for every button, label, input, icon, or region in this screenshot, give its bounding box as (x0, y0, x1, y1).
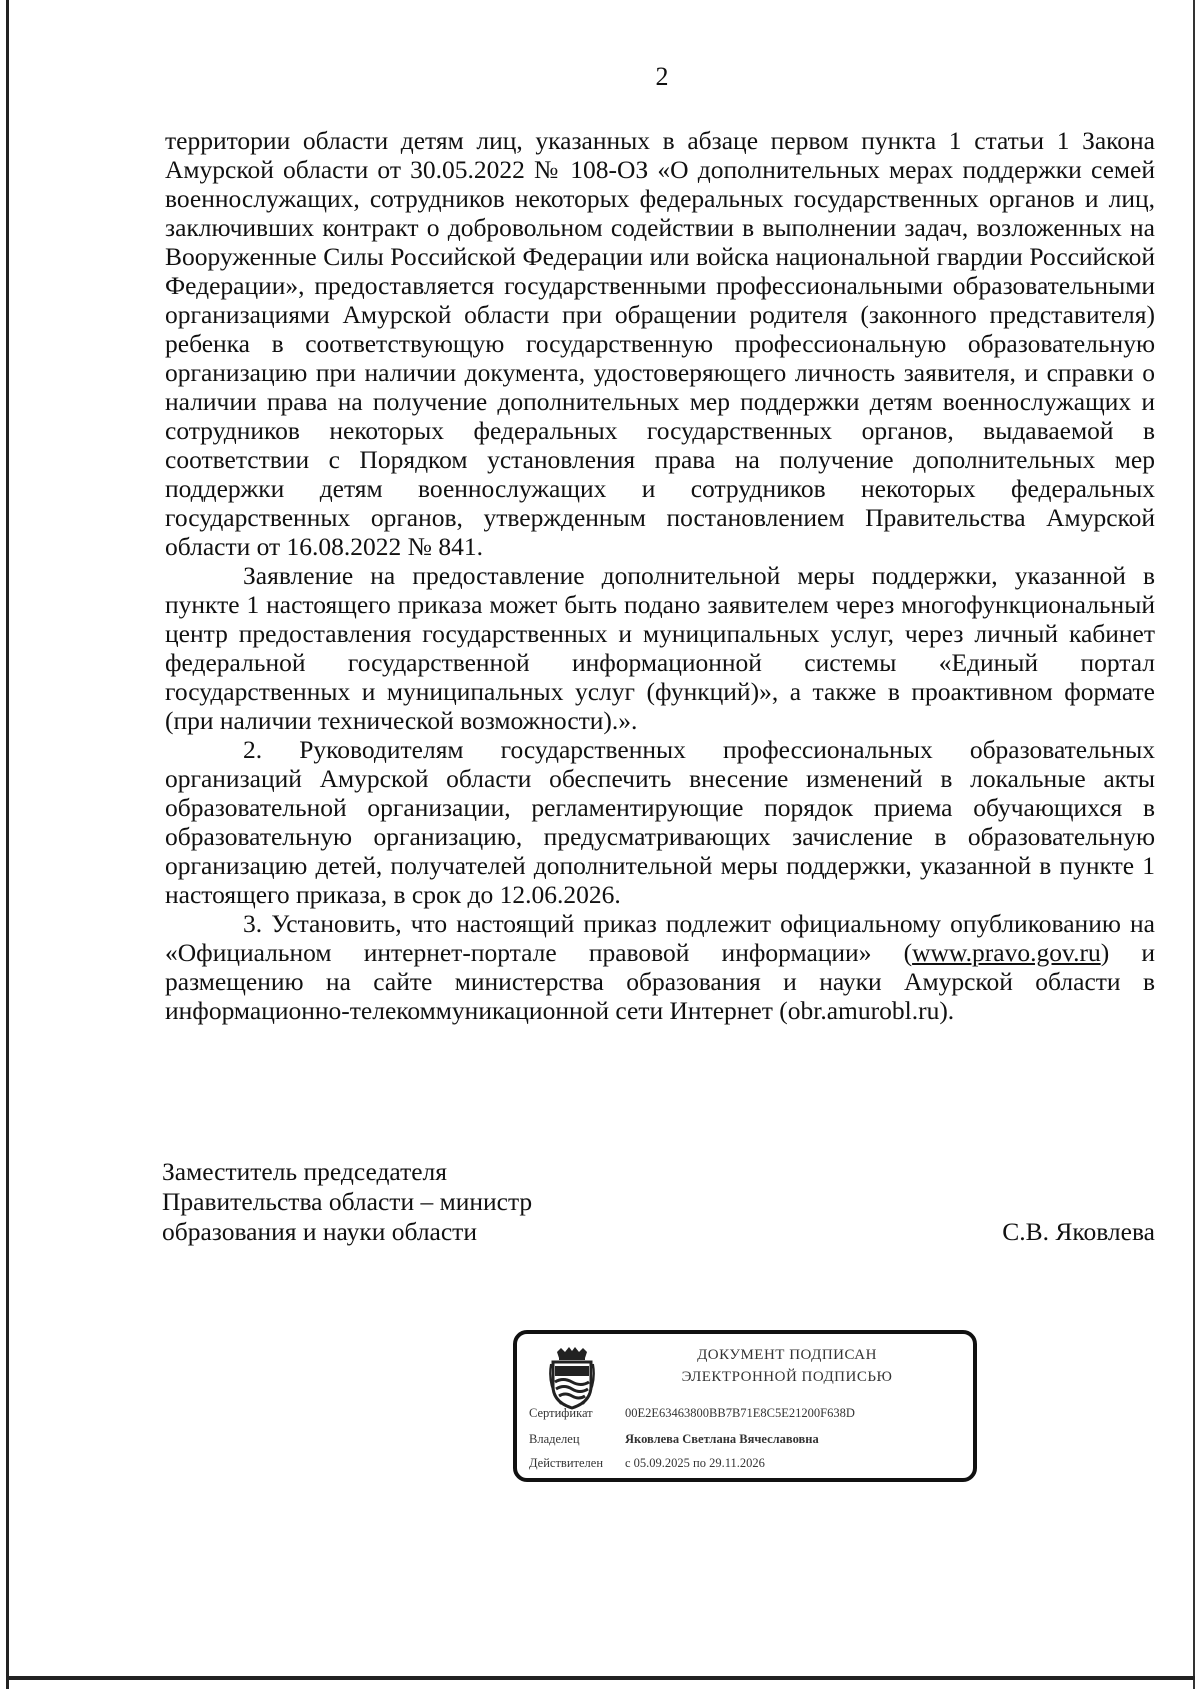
stamp-title-line-1: ДОКУМЕНТ ПОДПИСАН (697, 1347, 877, 1363)
signer-position-line-2: Правительства области – министр (162, 1187, 533, 1216)
scan-edge-left (6, 0, 9, 1689)
stamp-title (637, 1344, 937, 1388)
paragraph-continuation: территории области детям лиц, указанных в абзаце первом пункта 1 статьи 1 Закона Амурской области от 30.05.2022 № 108-ОЗ «О дополнительных мерах поддержки семей военнослужащих, сотрудников некоторых федеральных государственных органов и лиц, заключивших контракт о добровольном содействии в выполнении задач, возложенных на Вооруженные Силы Российской Федерации или войска национальной гвардии Российской Федерации», предоставляется государственными профессиональными образовательными организациями Амурской области при обращении родителя (законного представителя) ребенка в соответствующую государственную профессиональную образовательную организацию при наличии документа, удостоверяющего личность заявителя, и справки о наличии права на получение дополнительных мер поддержки детям военнослужащих и сотрудников некоторых федеральных государственных органов, выдаваемой в соответствии с Порядком установления права на получение дополнительных мер поддержки детям военнослужащих и сотрудников некоторых федеральных государственных органов, утвержденным постановлением Правительства Амурской области от 16.08.2022 № 841. (165, 126, 1155, 561)
electronic-signature-stamp (513, 1330, 977, 1482)
stamp-certificate-value: 00E2E63463800BB7B71E8C5E21200F638D (625, 1406, 855, 1420)
paragraph-item-3 (165, 909, 1155, 1025)
signer-name: С.В. Яковлева (1002, 1217, 1155, 1246)
paragraph-application: Заявление на предоставление дополнительной меры поддержки, указанной в пункте 1 настоящего приказа может быть подано заявителем через многофункциональный центр предоставления государственных и муниципальных услуг, через личный кабинет федеральной государственной информационной системы «Единый портал государственных и муниципальных услуг (функций)», а также в проактивном формате (при наличии технической возможности).». (165, 561, 1155, 735)
scan-edge-bottom (6, 1676, 1195, 1680)
stamp-owner-label: Владелец (529, 1432, 580, 1446)
paragraph-item-3-start: 3. Установить, что настоящий приказ подлежит официальному опубликованию на «Официальном интернет-портале правовой информации» ( (165, 909, 1155, 967)
signer-position (162, 1157, 862, 1247)
page-number: 2 (655, 62, 669, 91)
stamp-certificate-label: Сертификат (529, 1406, 593, 1420)
stamp-valid-label: Действителен (529, 1456, 604, 1470)
stamp-valid-value: с 05.09.2025 по 29.11.2026 (625, 1456, 765, 1470)
paragraph-item-3-end: ) и размещению на сайте министерства образования и науки Амурской области в информационно-телекоммуникационной сети Интернет (obr.amurobl.ru). (165, 938, 1156, 1025)
signer-position-line-1: Заместитель председателя (162, 1157, 447, 1186)
stamp-title-line-2: ЭЛЕКТРОННОЙ ПОДПИСЬЮ (681, 1369, 893, 1385)
stamp-owner-value: Яковлева Светлана Вячеславовна (625, 1432, 819, 1446)
scan-edge-right (1193, 0, 1195, 1689)
stamp-certificate-row (529, 1406, 855, 1421)
stamp-valid-row (529, 1456, 765, 1471)
signer-position-line-3: образования и науки области (162, 1217, 477, 1246)
pravo-link[interactable]: www.pravo.gov.ru (912, 938, 1101, 967)
amur-region-coat-of-arms-icon (547, 1346, 597, 1410)
stamp-owner-row (529, 1432, 819, 1447)
paragraph-item-2: 2. Руководителям государственных профессиональных образовательных организаций Амурской области обеспечить внесение изменений в локальные акты образовательной организации, регламентирующие порядок приема обучающихся в образовательную организацию, предусматривающих зачисление в образовательную организацию детей, получателей дополнительной меры поддержки, указанной в пункте 1 настоящего приказа, в срок до 12.06.2026. (165, 735, 1155, 909)
document-body (165, 126, 1155, 1025)
